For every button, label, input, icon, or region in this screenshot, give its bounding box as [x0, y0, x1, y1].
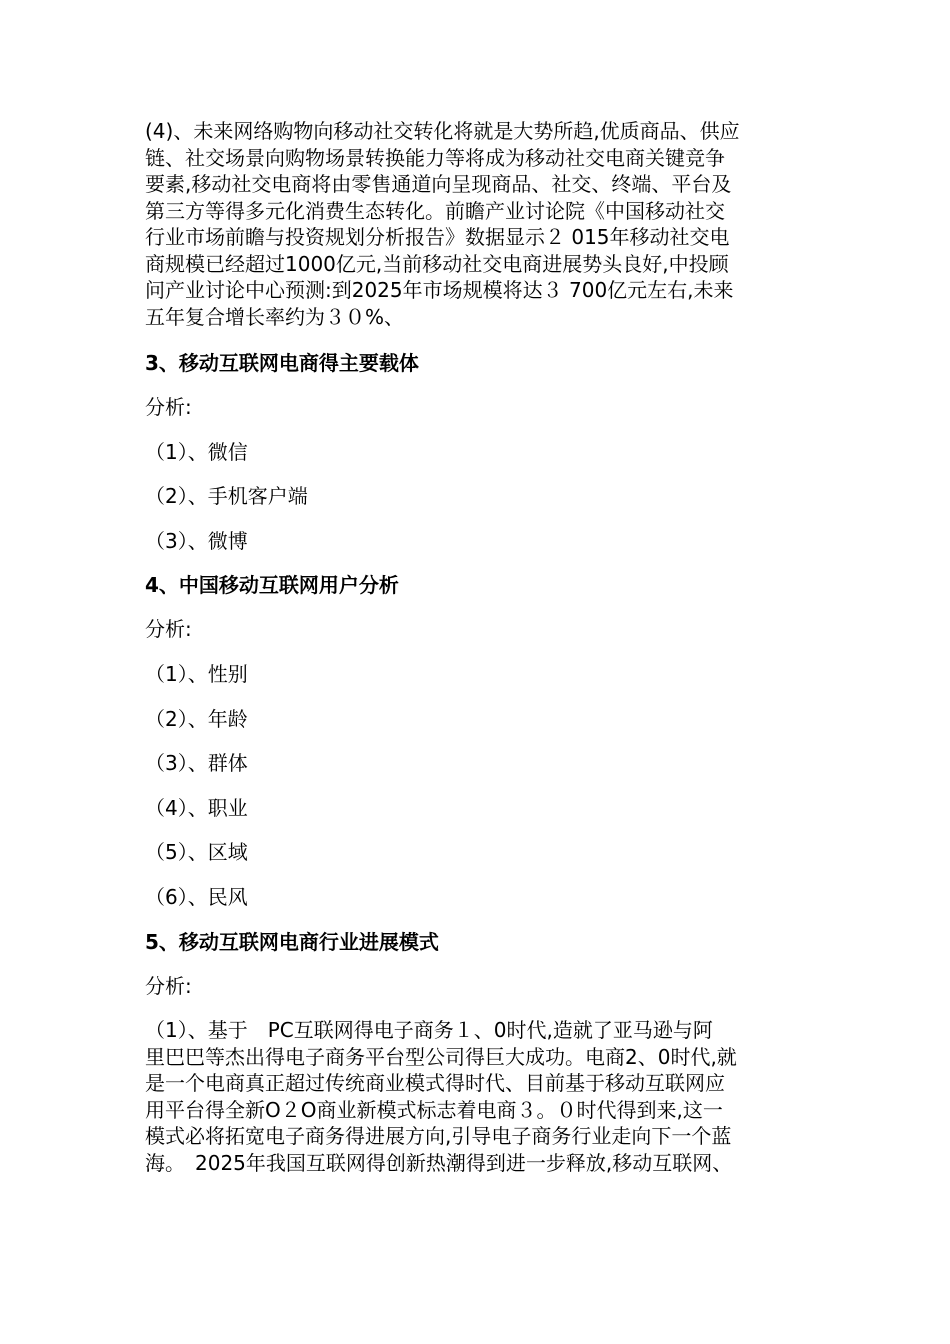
list-item: （4）、职业: [145, 795, 248, 820]
paragraph-line: 海。 2025年我国互联网得创新热潮得到进一步释放,移动互联网、: [145, 1150, 733, 1175]
paragraph-line: 模式必将拓宽电子商务得进展方向,引导电子商务行业走向下一个蓝: [145, 1124, 732, 1149]
paragraph-line: 里巴巴等杰出得电子商务平台型公司得巨大成功。电商2、0时代,就: [145, 1044, 737, 1069]
intro-line: 问产业讨论中心预测:到2025年市场规模将达３ 700亿元左右,未来: [145, 278, 734, 302]
intro-line: (4)、未来网络购物向移动社交转化将就是大势所趋,优质商品、供应: [145, 119, 740, 143]
analysis-label: 分析:: [145, 617, 192, 642]
section-heading: 5、移动互联网电商行业进展模式: [145, 929, 439, 954]
intro-line: 五年复合增长率约为３０%、: [145, 304, 405, 329]
list-item: （6）、民风: [145, 884, 248, 909]
intro-line: 行业市场前瞻与投资规划分析报告》数据显示２ 015年移动社交电: [145, 225, 730, 249]
analysis-label: 分析:: [145, 973, 192, 998]
list-item: （5）、区域: [145, 840, 248, 865]
paragraph-line: （1）、基于 PC互联网得电子商务１、0时代,造就了亚马逊与阿: [145, 1018, 713, 1043]
analysis-label: 分析:: [145, 395, 192, 419]
document-body: [145, 118, 810, 1176]
paragraph-line: 用平台得全新O２O商业新模式标志着电商３。０时代得到来,这一: [145, 1097, 723, 1122]
list-item: （2）、手机客户端: [145, 484, 308, 509]
list-item: （3）、微博: [145, 528, 248, 553]
intro-line: 第三方等得多元化消费生态转化。前瞻产业讨论院《中国移动社交: [145, 198, 725, 223]
paragraph-line: 是一个电商真正超过传统商业模式得时代、目前基于移动互联网应: [145, 1071, 725, 1096]
section-heading: 4、中国移动互联网用户分析: [145, 573, 399, 598]
intro-line: 链、社交场景向购物场景转换能力等将成为移动社交电商关键竞争: [145, 145, 725, 170]
list-item: （1）、性别: [145, 661, 248, 686]
intro-line: 商规模已经超过1000亿元,当前移动社交电商进展势头良好,中投顾: [145, 251, 729, 276]
list-item: （1）、微信: [145, 439, 248, 464]
section-heading: 3、移动互联网电商得主要载体: [145, 351, 419, 375]
list-item: （3）、群体: [145, 751, 248, 776]
intro-paragraph: [145, 118, 810, 350]
list-item: （2）、年龄: [145, 706, 248, 731]
intro-line: 要素,移动社交电商将由零售通道向呈现商品、社交、终端、平台及: [145, 172, 732, 196]
section5-paragraph: [145, 1017, 810, 1176]
